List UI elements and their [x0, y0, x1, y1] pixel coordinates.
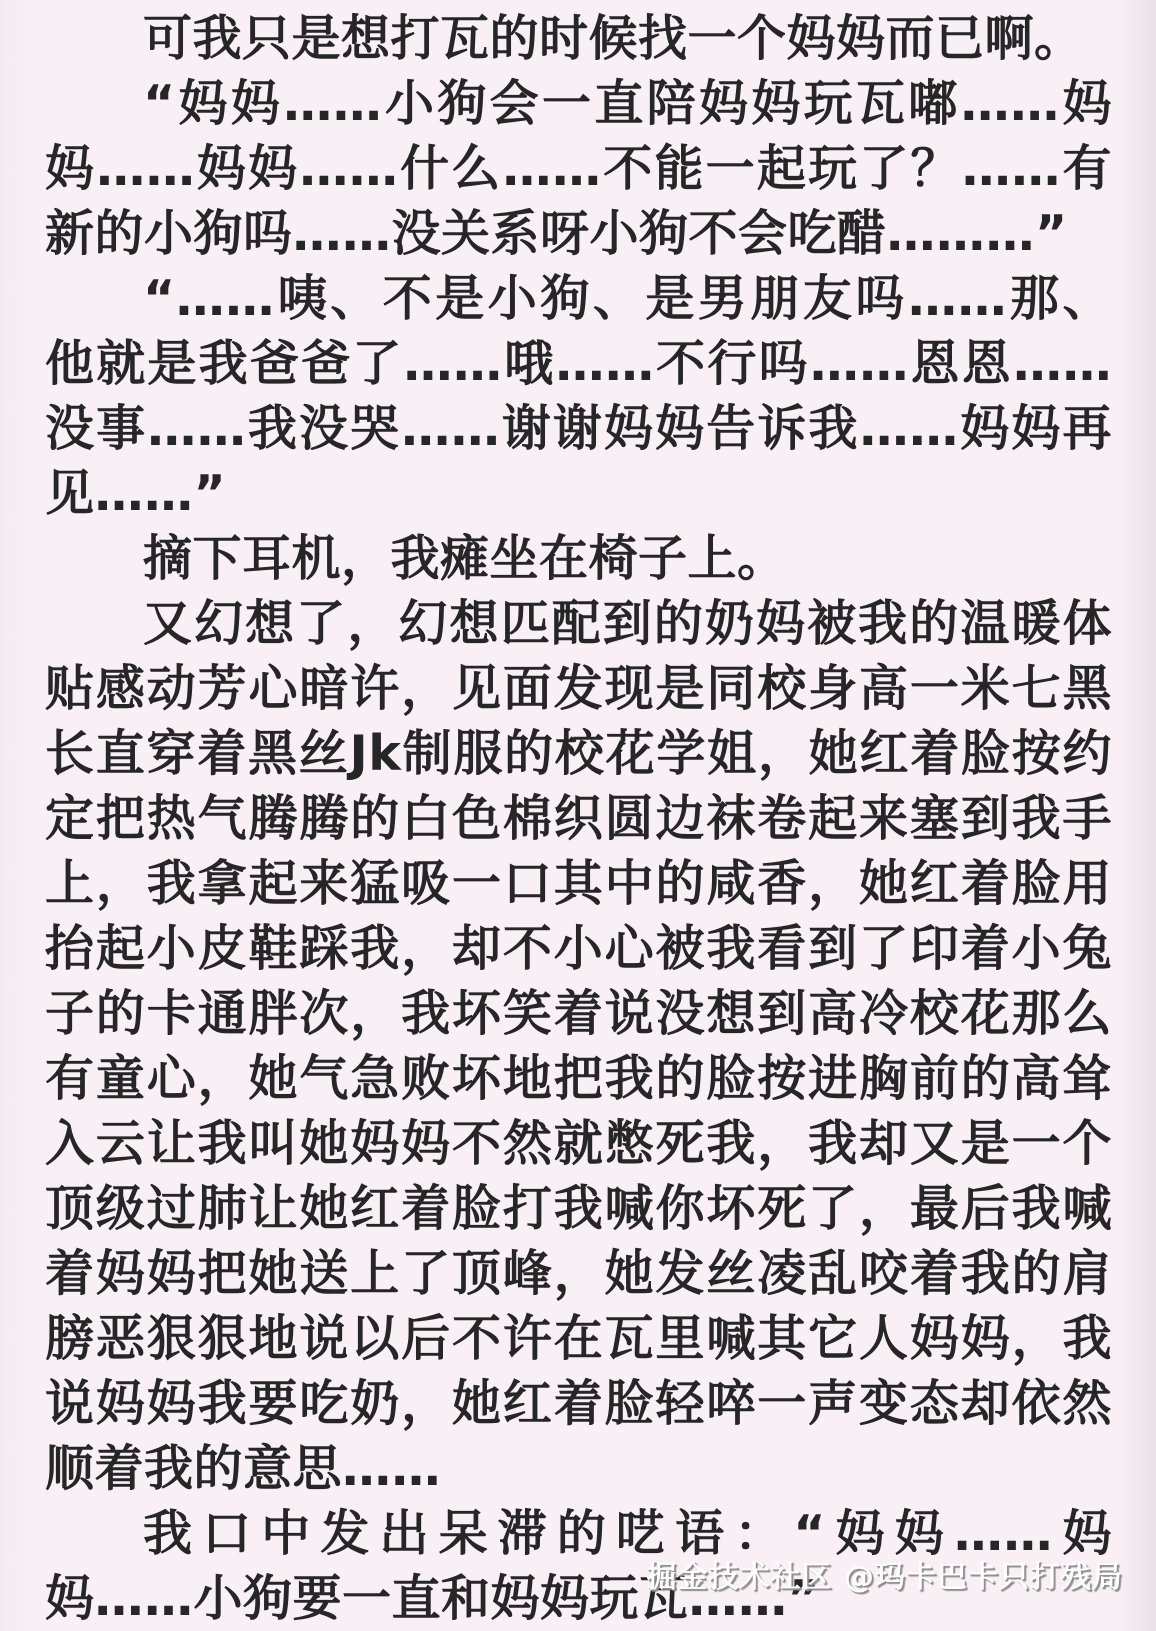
paragraph-voice-quote-2: “……咦、不是小狗、是男朋友吗……那、他就是我爸爸了……哦……不行吗……恩恩……没事……我没哭……谢谢妈妈告诉我……妈妈再见……”	[45, 270, 1112, 522]
paragraph-voice-quote-1: “妈妈……小狗会一直陪妈妈玩瓦嘟……妈妈……妈妈……什么……不能一起玩了？……有新的小狗吗……没关系呀小狗不会吃醋………”	[45, 75, 1112, 262]
paragraph-intro: 可我只是想打瓦的时候找一个妈妈而已啊。	[143, 10, 1084, 67]
paragraph-fantasy: 又幻想了，幻想匹配到的奶妈被我的温暖体贴感动芳心暗许，见面发现是同校身高一米七黑长直穿着黑丝Jk制服的校花学姐，她红着脸按约定把热气腾腾的白色棉织圆边袜卷起来塞到我手上，我拿起来猛吸一口其中的咸香，她红着脸用抬起小皮鞋踩我，却不小心被我看到了印着小兔子的卡通胖次，我坏笑着说没想到高冷校花那么有童心，她气急败坏地把我的脸按进胸前的高耸入云让我叫她妈妈不然就憋死我，我却又是一个顶级过肺让她红着脸打我喊你坏死了，最后我喊着妈妈把她送上了顶峰，她发丝凌乱咬着我的肩膀恶狠狠地说以后不许在瓦里喊其它人妈妈，我说妈妈我要吃奶，她红着脸轻啐一声变态却依然顺着我的意思……	[45, 595, 1112, 1497]
paragraph-narration: 摘下耳机，我瘫坐在椅子上。	[143, 530, 787, 587]
story-text-block	[45, 6, 1112, 1631]
paragraph-ending-murmur: 我口中发出呆滞的呓语：“妈妈……妈妈……小狗要一直和妈妈玩瓦……”	[45, 1505, 1112, 1627]
watermark: 掘金技术社区 @玛卡巴卡只打残局	[646, 1560, 1123, 1595]
